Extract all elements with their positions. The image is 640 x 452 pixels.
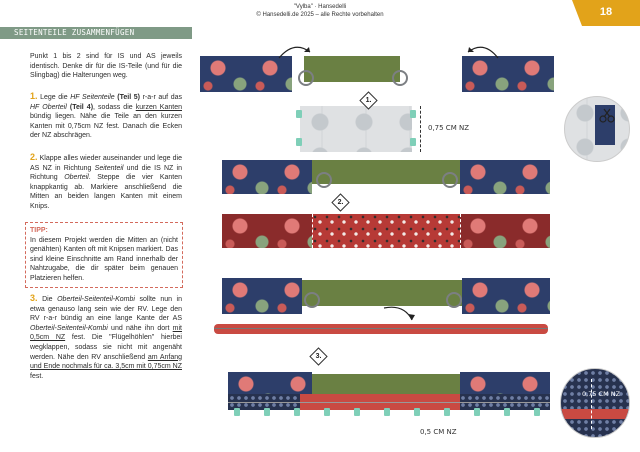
clip-image (410, 138, 416, 146)
inner-combo-left-image (222, 214, 312, 248)
step-1-text: , sodass die (93, 103, 136, 111)
detail-circle-corner-image (564, 96, 630, 162)
step-3-text: sollte nun in etwa genauso lang sein wie der RV. Lege den RV r-a-r bündig an eine lange Kante der AS (30, 296, 182, 323)
intro-text: Punkt 1 bis 2 sind für IS und AS jeweils identisch. Denke dir für die IS-Teile (und für die Slingbag) die Halterungen weg. (30, 53, 182, 80)
assembled-right-image (460, 372, 550, 394)
page-number: 18 (599, 6, 613, 18)
zipper-teeth (214, 328, 548, 329)
step-1-number: 1. (30, 91, 38, 101)
zipper-image (214, 324, 548, 334)
step-3-number: 3. (30, 293, 38, 303)
header-line-2: © Hansedelli.de 2025 – alle Rechte vorbehalten (256, 12, 384, 18)
assembled-zipper-teeth (228, 402, 550, 403)
clip-image (504, 408, 510, 416)
step-3-marker-label: 3. (315, 353, 322, 360)
outer-combo-right-image (460, 160, 550, 194)
step-2-marker-label: 2. (337, 199, 344, 206)
step-3-paragraph (30, 294, 182, 381)
step-1-part-number: (Teil 5) (114, 94, 140, 101)
tip-box (25, 222, 183, 288)
step-2-number: 2. (30, 152, 38, 162)
d-ring-image (304, 292, 320, 308)
step-1-text: bündig liegen. Nähe die Teile an den kurzen Kanten mit 0,75cm NZ fest. Danach die Ecken der NZ abschrägen. (30, 113, 182, 140)
clip-image (324, 408, 330, 416)
detail-circle-zipper-image (560, 368, 630, 438)
arrow-icon (276, 40, 316, 60)
clip-image (296, 110, 302, 118)
step-3-italic: Oberteil-Seitenteil-Kombi (30, 324, 108, 332)
arrow-icon (462, 40, 502, 60)
outer-combo-left-image (222, 160, 312, 194)
page-header (0, 3, 640, 19)
step-3-underlined: mit 0,5cm NZ (30, 324, 182, 342)
zip-combo-right-image (462, 278, 550, 314)
stitched-panel-image (300, 106, 412, 152)
zip-combo-olive-image (302, 280, 462, 306)
tip-text: In diesem Projekt werden die Mitten an (nicht genähten) Kanten oft mit Knipsen markiert. Das sind kleine Einschnitte am Rand innerhalb der Nahtzugabe, die dir später beim genauen Platzieren helfen. (30, 236, 178, 282)
step-1-text: Lege die (40, 94, 71, 101)
clip-image (534, 408, 540, 416)
step-1-part-name: HF Oberteil (30, 103, 67, 111)
scissors-icon (599, 107, 615, 123)
page-number-badge (572, 0, 640, 26)
assembled-left-image (228, 372, 312, 394)
d-ring-image (392, 70, 408, 86)
top-panel-olive-image (304, 56, 400, 82)
clip-image (354, 408, 360, 416)
seam-line (460, 214, 461, 248)
seam-allowance-label: 0,75 CM NZ (582, 390, 621, 398)
step-2-italic: Seitenteil (94, 164, 124, 172)
step-1-text: r-a-r auf das (140, 94, 183, 101)
intro-paragraph (30, 52, 182, 81)
inner-combo-right-image (460, 214, 550, 248)
clip-image (474, 408, 480, 416)
clip-image (234, 408, 240, 416)
step-2-paragraph (30, 153, 182, 212)
step-3-text: und nähe ihn dort (107, 324, 173, 332)
d-ring-image (446, 292, 462, 308)
step-2-text: Klappe alles wieder auseinander und lege die AS NZ in Richtung (30, 155, 182, 172)
step-2-italic: Oberteil (64, 174, 89, 182)
clip-image (296, 138, 302, 146)
assembled-olive-image (312, 374, 460, 394)
clip-image (410, 110, 416, 118)
inner-combo-center-image (312, 214, 460, 248)
clip-image (384, 408, 390, 416)
zip-combo-left-image (222, 278, 302, 314)
clip-image (414, 408, 420, 416)
step-2-text: und die IS NZ in Richtung (30, 164, 182, 182)
step-3-italic: Oberteil-Seitenteil-Kombi (57, 296, 135, 303)
d-ring-image (442, 172, 458, 188)
seam-allowance-label: 0,75 CM NZ (428, 124, 469, 132)
step-1-part-name: HF Seitenteile (70, 94, 115, 101)
arrow-icon (380, 304, 420, 326)
outer-combo-olive-image (312, 160, 460, 184)
step-1-marker-label: 1. (365, 97, 372, 104)
step-3-text: Die (42, 296, 58, 303)
side-panel-right-image (462, 56, 554, 92)
d-ring-image (298, 70, 314, 86)
step-1-part-number: (Teil 4) (66, 103, 94, 111)
step-3-underlined: am Anfang und Ende nochmals für ca. 3,5cm mit 0,75cm NZ (30, 353, 183, 371)
step-3-text: fest. (30, 372, 44, 380)
seam-line (420, 106, 422, 152)
clip-image (294, 408, 300, 416)
seam-line (312, 214, 313, 248)
clip-image (444, 408, 450, 416)
side-panel-left-image (200, 56, 292, 92)
section-title: SEITENTEILE ZUSAMMENFÜGEN (14, 28, 135, 37)
tip-label: TIPP: (30, 227, 48, 234)
step-2-text: . Steppe die vier Kanten knappkantig ab. Markiere anschließend die Mitten an beiden langen Kanten mit einem Knips. (30, 174, 183, 210)
step-1-underlined: kurzen Kanten (135, 103, 182, 111)
d-ring-image (316, 172, 332, 188)
clip-image (264, 408, 270, 416)
header-line-1: "Vylba" · Hansedelli (293, 4, 347, 10)
step-3-text: fest. Die "Flügelhöhlen" hierbei wegklappen, sodass sie nicht mit angenäht werden. Nähe den RV anschließend (30, 334, 182, 361)
step-1-paragraph (30, 92, 182, 141)
seam-allowance-label: 0,5 CM NZ (420, 428, 457, 436)
